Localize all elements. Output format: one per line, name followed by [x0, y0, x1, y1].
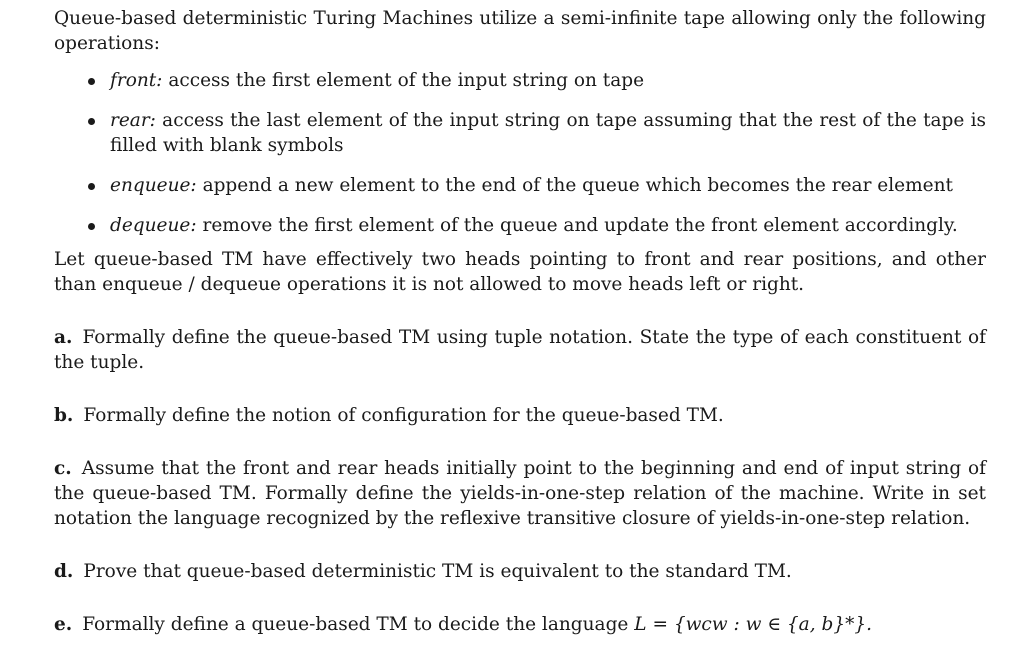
- question-letter: b.: [54, 405, 74, 426]
- list-item: [54, 108, 986, 158]
- operation-term: dequeue:: [110, 215, 197, 236]
- question-letter: a.: [54, 327, 73, 348]
- operation-term: rear:: [110, 110, 156, 131]
- document-page: [54, 6, 986, 637]
- list-item: [54, 213, 986, 238]
- question-letter: c.: [54, 458, 72, 479]
- question-text: Formally define a queue-based TM to decide the language: [82, 614, 629, 635]
- operation-desc: remove the first element of the queue and update the front element accordingly.: [202, 215, 958, 236]
- question-c: [54, 456, 986, 531]
- bullet-icon: [88, 118, 95, 125]
- question-text: Formally define the notion of configuration for the queue-based TM.: [83, 405, 724, 426]
- question-text: Formally define the queue-based TM using tuple notation. State the type of each constituent of the tuple.: [54, 327, 986, 373]
- operation-desc: append a new element to the end of the queue which becomes the rear element: [202, 175, 953, 196]
- question-d: [54, 559, 986, 584]
- question-text: Prove that queue-based deterministic TM is equivalent to the standard TM.: [83, 561, 792, 582]
- question-letter: e.: [54, 614, 73, 635]
- question-letter: d.: [54, 561, 74, 582]
- operation-term: front:: [110, 70, 163, 91]
- question-a: [54, 325, 986, 375]
- question-e: [54, 612, 986, 637]
- operation-desc: access the first element of the input string on tape: [168, 70, 645, 91]
- bullet-icon: [88, 183, 95, 190]
- language-formula: L = {wcw : w ∈ {a, b}*}.: [634, 614, 872, 635]
- list-item: [54, 173, 986, 198]
- operation-term: enqueue:: [110, 175, 197, 196]
- operations-list: [54, 68, 986, 238]
- intro-paragraph: Queue-based deterministic Turing Machines utilize a semi-infinite tape allowing only the following operations:: [54, 8, 986, 54]
- operation-desc: access the last element of the input string on tape assuming that the rest of the tape is filled with blank symbols: [110, 110, 987, 156]
- bullet-icon: [88, 223, 95, 230]
- bullet-icon: [88, 78, 95, 85]
- question-text: Assume that the front and rear heads initially point to the beginning and end of input string of the queue-based TM. Formally define the yields-in-one-step relation of the machine. Write in set notation the language recognized by the reflexive transitive closure of yields-in-one-step relation.: [54, 458, 986, 529]
- question-b: [54, 403, 986, 428]
- heads-paragraph: Let queue-based TM have effectively two heads pointing to front and rear positions, and other than enqueue / dequeue operations it is not allowed to move heads left or right.: [54, 249, 986, 295]
- list-item: [54, 68, 986, 93]
